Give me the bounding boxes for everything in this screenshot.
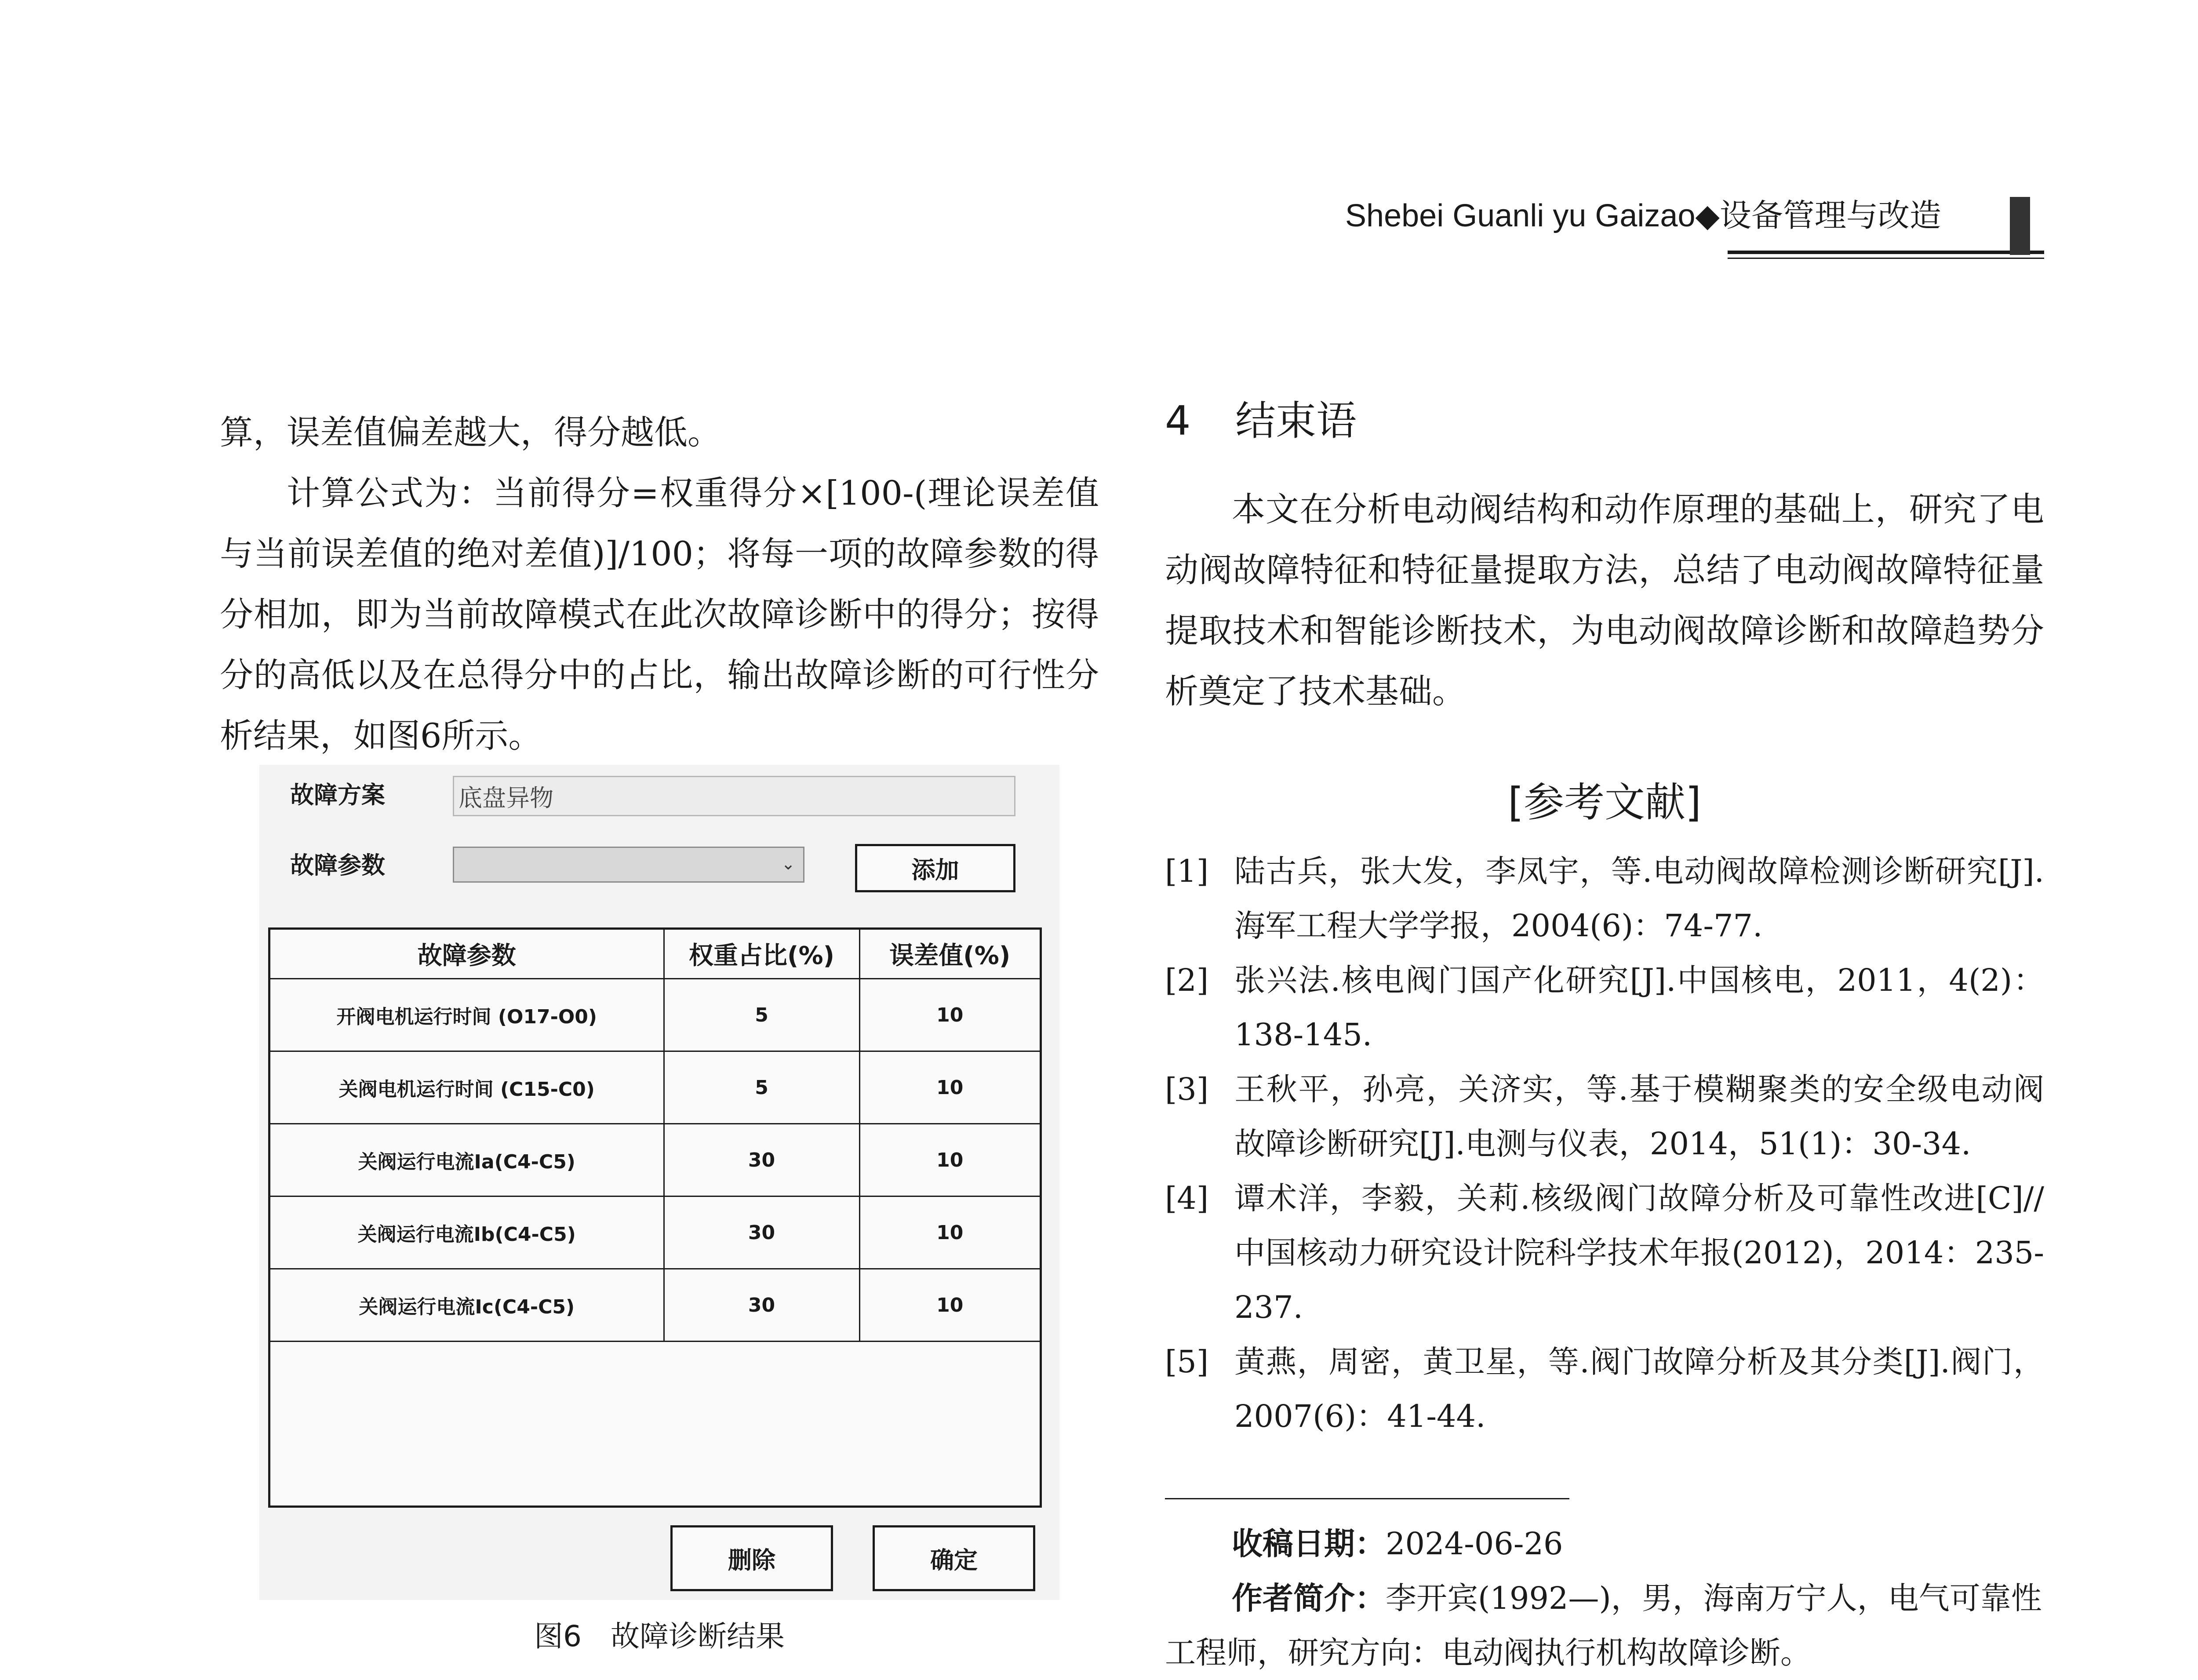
reference-number: [2] <box>1165 962 1209 998</box>
cell-weight: 30 <box>664 1269 859 1342</box>
header-weight: 权重占比(%) <box>664 930 859 979</box>
reference-number: [5] <box>1165 1344 1209 1380</box>
reference-number: [3] <box>1165 1071 1209 1107</box>
scheme-label: 故障方案 <box>290 781 385 809</box>
table-row[interactable] <box>270 979 1040 1051</box>
cell-weight: 30 <box>664 1124 859 1196</box>
left-column-text <box>220 402 1099 766</box>
cell-error: 10 <box>859 979 1040 1051</box>
table-row[interactable] <box>270 1124 1040 1196</box>
cell-error: 10 <box>859 1051 1040 1124</box>
cell-error: 10 <box>859 1196 1040 1269</box>
paragraph-formula: 计算公式为：当前得分=权重得分×[100-(理论误差值与当前误差值的绝对差值)]/100；将每一项的故障参数的得分相加，即为当前故障模式在此次故障诊断中的得分；按得分的高低以及在总得分中的占比，输出故障诊断的可行性分析结果，如图6所示。 <box>220 473 1099 755</box>
figure-caption: 图6 故障诊断结果 <box>534 1619 785 1653</box>
footnote-rule <box>1165 1498 1569 1499</box>
param-table-grid <box>270 930 1040 1342</box>
table-header-row <box>270 930 1040 979</box>
header-bar-mark <box>2010 197 2030 255</box>
header-param: 故障参数 <box>270 930 664 979</box>
param-label: 故障参数 <box>290 851 385 879</box>
cell-param: 关阀电机运行时间 (C15-C0) <box>270 1051 664 1124</box>
journal-title-pinyin: Shebei Guanli yu Gaizao <box>1345 198 1696 233</box>
cell-weight: 30 <box>664 1196 859 1269</box>
author-label: 作者简介： <box>1232 1580 1386 1616</box>
reference-list <box>1165 844 2044 1444</box>
received-date: 2024-06-26 <box>1386 1526 1563 1562</box>
cell-param: 关阀运行电流Ia(C4-C5) <box>270 1124 664 1196</box>
reference-item <box>1165 1335 2044 1444</box>
table-row[interactable] <box>270 1051 1040 1124</box>
header-rule <box>1728 251 2044 254</box>
reference-item <box>1165 844 2044 953</box>
references-heading: [参考文献] <box>1508 779 1701 826</box>
cell-weight: 5 <box>664 1051 859 1124</box>
paragraph-continued: 算，误差值偏差越大，得分越低。 <box>220 413 721 452</box>
conclusion-text <box>1165 479 2044 722</box>
running-header <box>1345 200 1941 232</box>
reference-text: 王秋平，孙亮，关济实，等.基于模糊聚类的安全级电动阀故障诊断研究[J].电测与仪表，2014，51(1)：30-34. <box>1234 1071 2044 1162</box>
reference-item <box>1165 1171 2044 1335</box>
param-select[interactable] <box>453 847 804 883</box>
cell-param: 关阀运行电流Ic(C4-C5) <box>270 1269 664 1342</box>
chevron-down-icon: ⌄ <box>781 854 795 873</box>
author-text: 李开宾(1992—)，男，海南万宁人，电气可靠性工程师，研究方向：电动阀执行机构故障诊断。 <box>1165 1580 2042 1671</box>
diamond-icon: ◆ <box>1695 198 1720 233</box>
reference-number: [4] <box>1165 1180 1209 1216</box>
table-row[interactable] <box>270 1269 1040 1342</box>
param-table <box>268 927 1042 1508</box>
cell-error: 10 <box>859 1124 1040 1196</box>
received-date-note <box>1165 1516 2044 1571</box>
reference-text: 张兴法.核电阀门国产化研究[J].中国核电，2011，4(2)：138-145. <box>1234 962 2044 1053</box>
received-label: 收稿日期： <box>1232 1526 1386 1562</box>
reference-item <box>1165 1062 2044 1171</box>
header-rule-thin <box>1728 258 2044 259</box>
paragraph-conclusion: 本文在分析电动阀结构和动作原理的基础上，研究了电动阀故障特征和特征量提取方法，总结了电动阀故障特征量提取技术和智能诊断技术，为电动阀故障诊断和故障趋势分析奠定了技术基础。 <box>1165 490 2044 711</box>
add-button[interactable]: 添加 <box>855 844 1015 892</box>
section-number: 4 <box>1165 397 1191 444</box>
reference-text: 黄燕，周密，黄卫星，等.阀门故障分析及其分类[J].阀门，2007(6)：41-44. <box>1234 1344 2044 1434</box>
journal-title-chinese: 设备管理与改造 <box>1719 198 1941 233</box>
section-title: 结束语 <box>1235 397 1357 444</box>
scheme-input[interactable] <box>453 776 1015 816</box>
reference-number: [1] <box>1165 853 1209 889</box>
header-error: 误差值(%) <box>859 930 1040 979</box>
section-heading <box>1165 397 1357 444</box>
table-row[interactable] <box>270 1196 1040 1269</box>
reference-text: 陆古兵，张大发，李凤宇，等.电动阀故障检测诊断研究[J].海军工程大学学报，2004(6)：74-77. <box>1234 853 2044 944</box>
delete-button[interactable]: 删除 <box>670 1525 833 1591</box>
author-note <box>1165 1571 2044 1680</box>
scheme-value: 底盘异物 <box>459 784 553 812</box>
confirm-button[interactable]: 确定 <box>873 1525 1035 1591</box>
figure-dialog <box>259 765 1059 1600</box>
cell-param: 关阀运行电流Ib(C4-C5) <box>270 1196 664 1269</box>
reference-text: 谭术洋，李毅，关莉.核级阀门故障分析及可靠性改进[C]//中国核动力研究设计院科学技术年报(2012)，2014：235-237. <box>1234 1180 2044 1325</box>
reference-item <box>1165 953 2044 1062</box>
cell-weight: 5 <box>664 979 859 1051</box>
cell-param: 开阀电机运行时间 (O17-O0) <box>270 979 664 1051</box>
cell-error: 10 <box>859 1269 1040 1342</box>
